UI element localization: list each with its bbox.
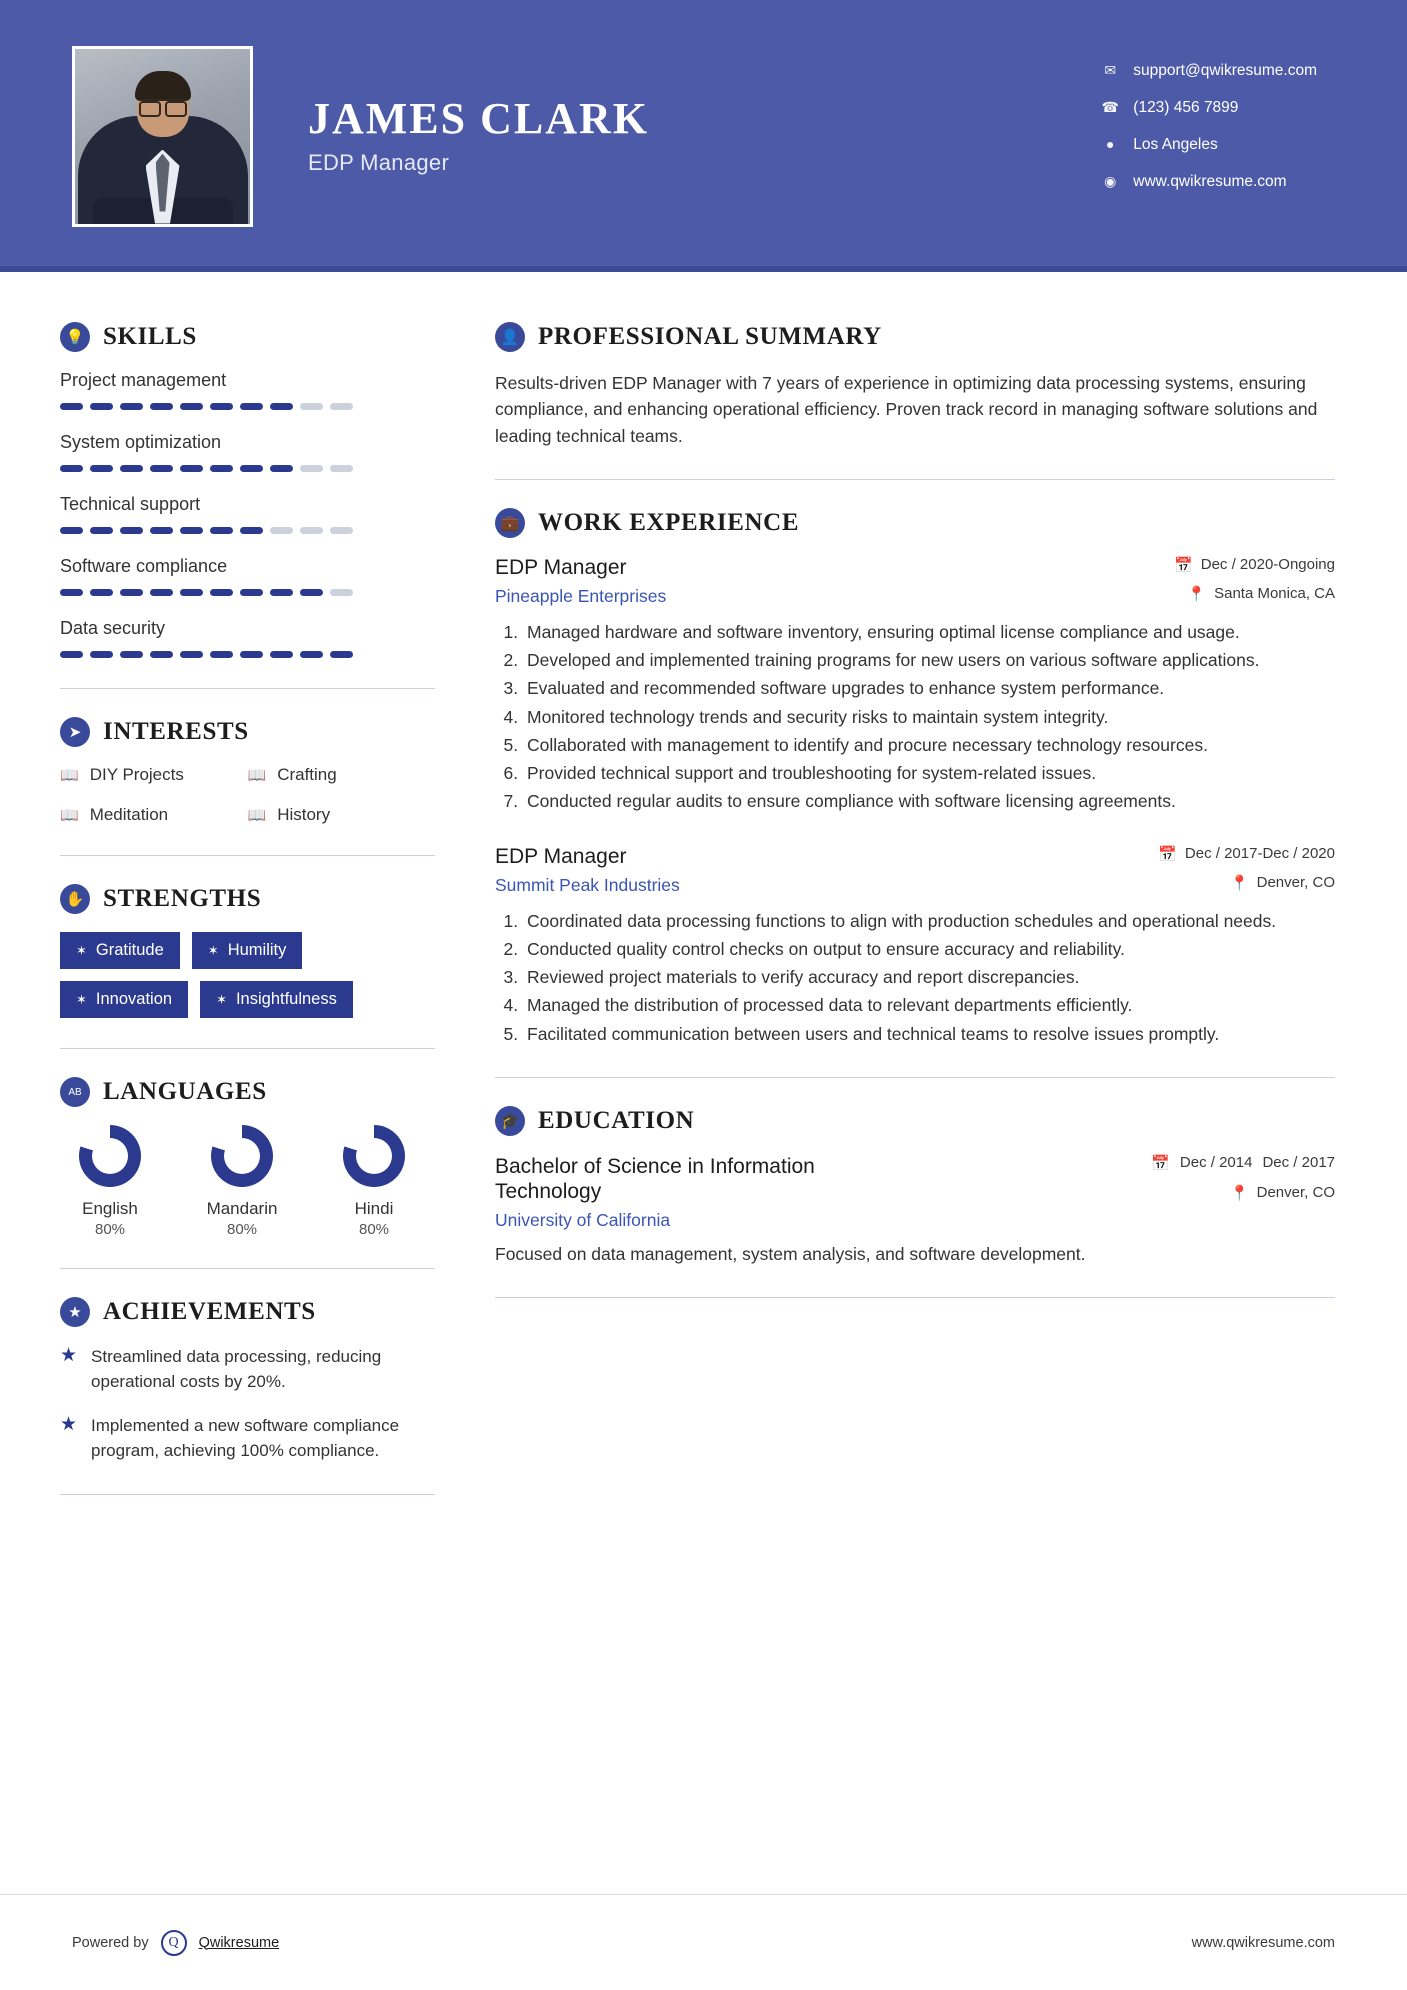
job-bullet: 4. Monitored technology trends and security risks to maintain system integrity. <box>523 704 1335 730</box>
skill-label: Project management <box>60 370 227 390</box>
job-company[interactable]: Pineapple Enterprises <box>495 585 667 606</box>
location-pin-icon: ● <box>1106 136 1115 153</box>
language-percent: 80% <box>94 1221 126 1238</box>
divider <box>60 1494 435 1495</box>
profile-photo <box>72 46 253 227</box>
section-summary <box>495 322 1335 449</box>
language-name: Mandarin <box>206 1199 278 1218</box>
contact-phone[interactable] <box>1101 99 1317 117</box>
skills-heading <box>60 322 435 352</box>
interests-list <box>60 765 435 825</box>
job-bullets <box>495 908 1335 1047</box>
divider <box>495 1077 1335 1078</box>
interest-label: Meditation <box>89 805 169 824</box>
strength-label: Innovation <box>95 990 173 1008</box>
skill-label: System optimization <box>60 432 222 452</box>
job-dates: Dec / 2017-Dec / 2020 <box>1184 845 1335 862</box>
qwikresume-logo-icon: Q <box>161 1930 187 1956</box>
achievement-item <box>60 1345 435 1394</box>
contact-location-value: Los Angeles <box>1133 136 1218 154</box>
job-bullet: 6. Provided technical support and troubleshooting for system-related issues. <box>523 760 1335 786</box>
contact-website-value: www.qwikresume.com <box>1133 173 1287 191</box>
location-pin-icon: 📍 <box>1229 874 1249 892</box>
education-heading <box>495 1106 1335 1136</box>
person-icon: 👤 <box>495 322 525 352</box>
location-pin-icon: 📍 <box>1229 1184 1249 1202</box>
job-company[interactable]: Summit Peak Industries <box>495 874 680 895</box>
skill-rating <box>60 651 435 658</box>
achievement-text: Streamlined data processing, reducing operational costs by 20%. <box>91 1347 382 1391</box>
briefcase-icon: 💼 <box>495 508 525 538</box>
job-title: EDP Manager <box>495 844 627 868</box>
skills-title: SKILLS <box>103 323 197 350</box>
education-location: Denver, CO <box>1256 1184 1335 1201</box>
education-description: Focused on data management, system analysis, and software development. <box>495 1244 1086 1265</box>
languages-list <box>60 1125 435 1238</box>
interest-label: DIY Projects <box>89 765 184 784</box>
language-progress-ring <box>211 1125 273 1187</box>
divider <box>495 1297 1335 1298</box>
language-progress-ring <box>343 1125 405 1187</box>
language-progress-ring <box>79 1125 141 1187</box>
section-education <box>495 1106 1335 1268</box>
job-bullet: 7. Conducted regular audits to ensure compliance with software licensing agreements. <box>523 788 1335 814</box>
strength-label: Humility <box>227 941 287 959</box>
lightbulb-icon: 💡 <box>60 322 90 352</box>
strength-chip <box>60 981 188 1018</box>
candidate-name: JAMES CLARK <box>308 93 650 143</box>
footer-website[interactable]: www.qwikresume.com <box>1191 1934 1335 1951</box>
education-end-date: Dec / 2017 <box>1262 1153 1335 1171</box>
language-item <box>70 1125 150 1238</box>
language-name: Hindi <box>354 1199 394 1218</box>
contact-list <box>1101 62 1317 210</box>
contact-website[interactable] <box>1101 173 1317 191</box>
education-title: EDUCATION <box>538 1106 695 1134</box>
star-badge-icon: ★ <box>60 1297 90 1327</box>
resume-body <box>0 272 1407 1523</box>
interest-item <box>60 765 248 785</box>
job-location: Santa Monica, CA <box>1214 585 1335 603</box>
languages-title: LANGUAGES <box>103 1078 267 1105</box>
experience-entry <box>495 845 1335 1047</box>
book-icon: 📖 <box>60 767 79 784</box>
contact-location <box>1101 136 1317 154</box>
name-block <box>308 93 650 176</box>
main-column <box>495 302 1407 1523</box>
section-achievements <box>60 1297 435 1464</box>
brand-link[interactable]: Qwikresume <box>198 1934 280 1951</box>
hand-icon: ✋ <box>60 884 90 914</box>
divider <box>495 479 1335 480</box>
abc-icon: AB <box>60 1077 90 1107</box>
education-school[interactable]: University of California <box>495 1210 671 1231</box>
divider <box>60 688 435 689</box>
interests-title: INTERESTS <box>103 718 249 745</box>
strength-label: Insightfulness <box>235 990 337 1008</box>
header-accent-bar <box>0 266 1407 272</box>
education-degree: Bachelor of Science in Information Technology <box>495 1154 815 1203</box>
language-percent: 80% <box>358 1221 390 1238</box>
skill-rating <box>60 465 435 472</box>
job-bullet: 1. Managed hardware and software inventory, ensuring optimal license compliance and usage. <box>523 619 1335 645</box>
summary-title: PROFESSIONAL SUMMARY <box>538 323 882 350</box>
divider <box>60 1268 435 1269</box>
envelope-icon: ✉ <box>1104 62 1117 79</box>
calendar-icon: 📅 <box>1151 1154 1170 1172</box>
job-meta <box>1158 845 1335 892</box>
achievement-text: Implemented a new software compliance program, achieving 100% compliance. <box>91 1416 400 1460</box>
language-item <box>202 1125 282 1238</box>
book-icon: 📖 <box>247 767 267 784</box>
skill-rating <box>60 403 435 410</box>
job-bullet: 1. Coordinated data processing functions to align with production schedules and operational needs. <box>523 908 1335 934</box>
skill-label: Software compliance <box>60 556 228 576</box>
sparkle-icon: ✶ <box>76 991 87 1007</box>
summary-heading <box>495 322 1335 352</box>
resume-header <box>0 0 1407 272</box>
globe-icon: ◉ <box>1104 173 1117 190</box>
calendar-icon: 📅 <box>1174 556 1193 574</box>
divider <box>60 1048 435 1049</box>
section-interests <box>60 717 435 825</box>
candidate-role: EDP Manager <box>308 150 450 176</box>
job-bullet: 3. Evaluated and recommended software upgrades to enhance system performance. <box>523 675 1335 701</box>
calendar-icon: 📅 <box>1158 845 1177 863</box>
experience-heading <box>495 508 1335 538</box>
powered-by-label: Powered by <box>72 1934 149 1951</box>
star-icon: ★ <box>60 1345 78 1366</box>
job-dates: Dec / 2020-Ongoing <box>1200 556 1335 574</box>
sparkle-icon: ✶ <box>76 942 87 958</box>
job-bullet: 5. Facilitated communication between users and technical teams to resolve issues promptly. <box>523 1021 1335 1047</box>
job-title: EDP Manager <box>495 555 627 579</box>
skill-rating <box>60 589 435 596</box>
sparkle-icon: ✶ <box>207 942 219 958</box>
strength-chip <box>192 932 303 969</box>
education-meta <box>1151 1154 1335 1202</box>
job-bullet: 2. Conducted quality control checks on output to ensure accuracy and reliability. <box>523 936 1335 962</box>
interest-item <box>60 805 248 825</box>
skill-rating <box>60 527 435 534</box>
phone-icon: ☎ <box>1101 99 1119 116</box>
strength-chip <box>200 981 353 1018</box>
book-icon: 📖 <box>60 807 79 824</box>
strengths-heading <box>60 884 435 914</box>
interest-item <box>248 765 436 785</box>
job-location: Denver, CO <box>1256 874 1335 891</box>
job-bullet: 4. Managed the distribution of processed data to relevant departments efficiently. <box>523 992 1335 1018</box>
summary-text: Results-driven EDP Manager with 7 years of experience in optimizing data processing systems, ensuring compliance, and enhancing operational efficiency. Proven track record in managing software solutions and leading technical teams. <box>495 373 1318 446</box>
job-bullet: 2. Developed and implemented training programs for new users on various software applications. <box>523 647 1335 673</box>
achievements-title: ACHIEVEMENTS <box>103 1298 316 1325</box>
star-icon: ★ <box>60 1414 78 1436</box>
sparkle-icon: ✶ <box>216 991 227 1007</box>
strengths-list <box>60 932 435 1018</box>
sidebar-column <box>0 302 495 1523</box>
job-bullet: 5. Collaborated with management to identify and procure necessary technology resources. <box>523 732 1335 758</box>
section-experience <box>495 508 1335 1047</box>
interest-label: Crafting <box>277 765 337 784</box>
interests-heading <box>60 717 435 747</box>
languages-heading <box>60 1077 435 1107</box>
interest-label: History <box>277 805 331 824</box>
achievement-item <box>60 1414 435 1463</box>
language-item <box>334 1125 414 1238</box>
interest-item <box>248 805 436 825</box>
graduate-icon: 🎓 <box>495 1106 525 1136</box>
page-footer <box>0 1894 1407 1990</box>
contact-email-value: support@qwikresume.com <box>1133 62 1317 80</box>
language-percent: 80% <box>226 1221 258 1238</box>
experience-entry <box>495 556 1335 815</box>
language-name: English <box>82 1199 138 1218</box>
job-bullets <box>495 619 1335 815</box>
section-languages <box>60 1077 435 1238</box>
contact-email[interactable] <box>1101 62 1317 80</box>
strengths-title: STRENGTHS <box>103 885 262 912</box>
job-bullet: 3. Reviewed project materials to verify accuracy and report discrepancies. <box>523 964 1335 990</box>
contact-phone-value: (123) 456 7899 <box>1133 99 1239 117</box>
paper-plane-icon: ➤ <box>60 717 90 747</box>
achievements-heading <box>60 1297 435 1327</box>
experience-title: WORK EXPERIENCE <box>538 508 800 536</box>
education-start-date: Dec / 2014 <box>1179 1153 1253 1171</box>
book-icon: 📖 <box>247 807 267 824</box>
skill-label: Technical support <box>60 494 201 514</box>
section-strengths <box>60 884 435 1018</box>
job-meta <box>1174 556 1335 603</box>
skill-label: Data security <box>60 618 166 638</box>
powered-by <box>72 1930 279 1956</box>
strength-chip <box>60 932 180 969</box>
strength-label: Gratitude <box>95 941 164 959</box>
section-skills <box>60 322 435 658</box>
divider <box>60 855 435 856</box>
location-pin-icon: 📍 <box>1187 585 1207 603</box>
